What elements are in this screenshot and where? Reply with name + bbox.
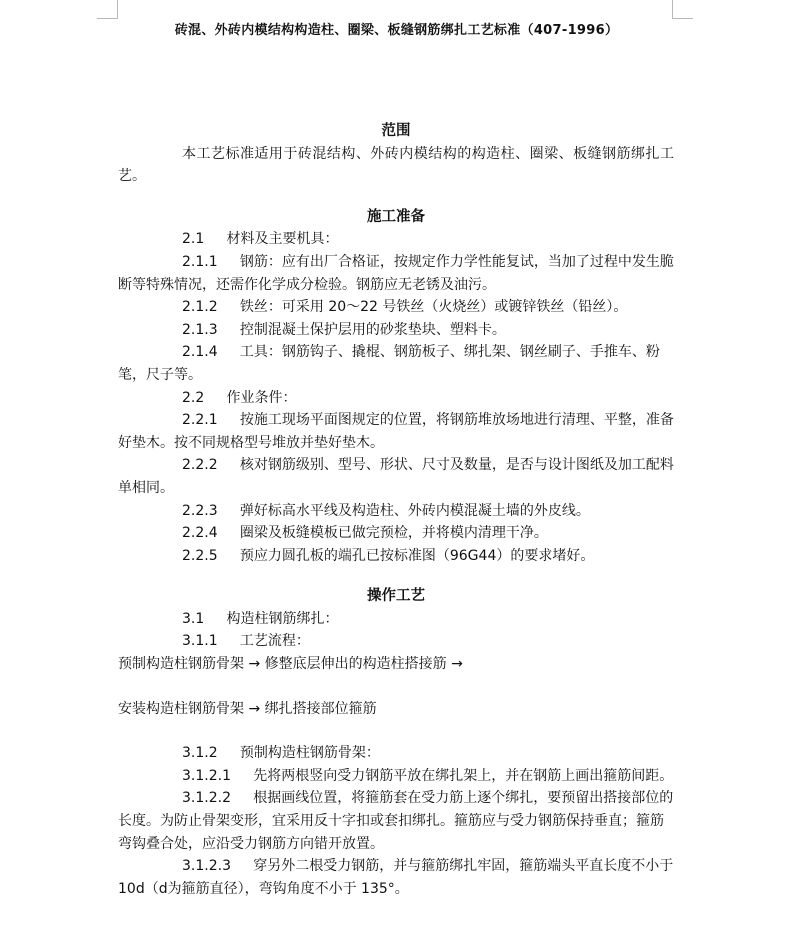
section-title-process: 操作工艺 [367,588,425,605]
item-2-2-2: 2.2.2 核对钢筋级别、型号、形状、尺寸及数量，是否与设计图纸及加工配料单相同。 [118,457,674,496]
section-title-scope: 范围 [381,123,411,139]
item-2-1-3: 2.1.3 控制混凝土保护层用的砂浆垫块、塑料卡。 [182,321,506,338]
item-2-1-4: 2.1.4 工具：钢筋钩子、撬棍、钢筋板子、绑扎架、钢丝刷子、手推车、粉笔，尺子等。 [118,344,660,383]
document-body [118,120,678,900]
item-3-1-2-3: 3.1.2.3 穿另外二根受力钢筋，并与箍筋绑扎牢固，箍筋端头平直长度不小于 10d（d为箍筋直径），弯钩角度不小于 135°。 [118,858,678,897]
scope-paragraph: 本工艺标准适用于砖混结构、外砖内模结构的构造柱、圈梁、板缝钢筋绑扎工艺。 [118,145,674,185]
item-2-2-4: 2.2.4 圈梁及板缝模板已做完预检，并将模内清理干净。 [182,525,548,542]
item-3-1-2: 3.1.2 预制构造柱钢筋骨架： [182,745,380,762]
item-2-2: 2.2 作业条件： [182,389,297,406]
process-flow-line-2: 安装构造柱钢筋骨架 → 绑扎搭接部位箍筋 [118,700,377,717]
item-3-1: 3.1 构造柱钢筋绑扎： [182,610,339,627]
document-header-title: 砖混、外砖内模结构构造柱、圈梁、板缝钢筋绑扎工艺标准（407-1996） [174,23,619,38]
page-corner-mark-left [97,0,118,19]
section-title-preparation: 施工准备 [367,208,425,225]
item-2-1: 2.1 材料及主要机具： [182,231,339,248]
item-2-2-3: 2.2.3 弹好标高水平线及构造柱、外砖内模混凝土墙的外皮线。 [182,502,590,519]
page-corner-mark-right [672,0,693,19]
item-3-1-1: 3.1.1 工艺流程： [182,633,310,650]
item-3-1-2-2: 3.1.2.2 根据画线位置，将箍筋套在受力筋上逐个绑扎，要预留出搭接部位的长度。为防止骨架变形，宜采用反十字扣或套扣绑扎。箍筋应与受力钢筋保持垂直；箍筋弯钩叠合处，应沿受力钢筋方向错开放置。 [118,790,674,852]
item-2-1-1: 2.1.1 钢筋：应有出厂合格证，按规定作力学性能复试，当加了过程中发生脆断等特殊情况，还需作化学成分检验。钢筋应无老锈及油污。 [118,253,674,293]
item-2-2-1: 2.2.1 按施工现场平面图规定的位置，将钢筋堆放场地进行清理、平整，准备好垫木。按不同规格型号堆放并垫好垫木。 [118,412,674,451]
item-3-1-2-1: 3.1.2.1 先将两根竖向受力钢筋平放在绑扎架上，并在钢筋上画出箍筋间距。 [182,767,674,784]
item-2-2-5: 2.2.5 预应力圆孔板的端孔已按标准图（96G44）的要求堵好。 [182,547,595,564]
process-flow-line-1: 预制构造柱钢筋骨架 → 修整底层伸出的构造柱搭接筋 → [118,656,463,673]
item-2-1-2: 2.1.2 铁丝：可采用 20～22 号铁丝（火烧丝）或镀锌铁丝（铅丝）。 [182,299,628,316]
